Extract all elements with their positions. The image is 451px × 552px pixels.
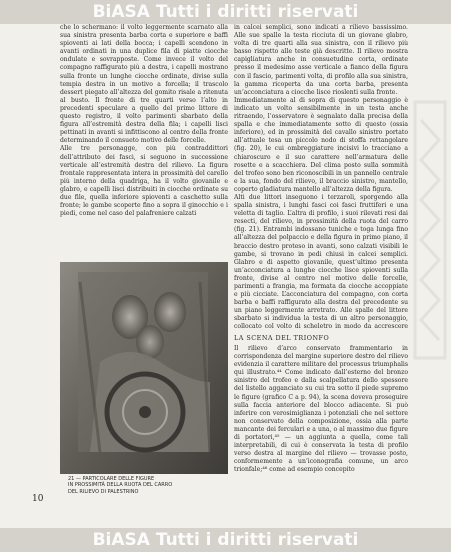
watermark-side-logo bbox=[413, 100, 447, 360]
right-column-text-2: Il rilievo d’arco conservato frammentario in corrispondenza del margine superiore destro del rilievo evidenzia il carattere militare del processus triumphalis qui illustrato.⁴⁴ Come indicato dall’esterno del bronzo sinistro del trofeo e dalla scalpellatura dello spessore del listello agganciato su cui tra sotto il piede supremo le figure (grafico C a p. 94), la scena doveva proseguire sulla faccia anteriore del blocco adiacente. Si può inferire con verosimiglianza i potenziali che nel settore non conservato della composizione, ossia alla parte mancante dei ferculari e a una, o al massimo due figure di portatori,⁴⁵ — un aggiunta a quella, come tali interpretabili, di cui è conservata la testa di profilo verso destra al margine del rilievo — trovasse posto, conformemente a un’iconografia comune, un arco trionfale;⁴⁶ come ad esempio concepito bbox=[234, 345, 408, 474]
watermark-banner-bottom: BiASA Tutti i diritti riservati bbox=[0, 528, 451, 552]
watermark-banner-top: BiASA Tutti i diritti riservati bbox=[0, 0, 451, 24]
page-number: 10 bbox=[32, 494, 44, 504]
left-column-text: che lo schermano: il volto leggermente scarnato alla sua sinistra presenta barba corta e superiore e baffi spioventi ai lati della bocca; i capelli scendono in avanti ordinati in una duplice fila di piatte ciocche ondulate e sovrapposte. Come invece il volto del compagno raffigurato più a destra, i capelli mostrano sulla fronte un lunghe ciocche ordinate, divise sulla tempia destra in un motivo a forcella; il trascolo dessert piegato all’altezza del gomito risale a ritenuta al busto. Il fronte di tre quarti verso l’alto in precedenti speculare a quello del primo littore di questo registro, il volto parimenti sbarbato della figura all’estremità destra della fila; i capelli lisci pettinati in avanti si infittiscono al centro della fronte determinando il consueto motivo delle forcelle. Alle tre personagge, con più contraddittori dell’attributo dei fasci, si seguono in successione verticale all’estremità destra del rilievo. La figura frontale rappresentata intera in prossimità del carello più interno della quadriga, ha il volto giovanile e glabro, e capelli lisci distribuiti in ciocche ordinate su due file, quella inferiore spioventi a caschetto sulla fronte; le gambe scoperte fino a sopra il ginocchio e i piedi, come nel caso del palafreniere calzati bbox=[60, 24, 228, 218]
relief-photograph bbox=[60, 262, 228, 474]
relief-image bbox=[60, 262, 228, 474]
right-column-text: in calcei semplici, sono indicati a rilievo bassissimo. Alle sue spalle la testa ricciuta di un giovane glabro, volta di tre quarti alla sua sinistra, con il rilievo più basso rispetto alle teste già descritte. Il rilievo mostra capigliatura anche in consuetudine corta, ordinate presso il medesimo asse verticale a fianco della figura con il fascio, parimenti volta, di profilo alla sua sinistra, la gamma ricoperta da una corta barba, presenta un’acconciatura a ciocche lisce rioslenti sulla fronte. Immediatamente al di sopra di questo personaggio è indicato un volto sensibilmente in un testa anche ritraendo, l’osservatore è segnalato dalla precisa della spalla e che immediatamente sotto di questo (ossia inferiore), ed in prossimità del cavallo sinistro portato all’attuale tesa un piccolo nodo di stoffa rettangolare (fig. 20), le cui ombreggiature incisivi lo tracciano a chiaroscuro e il suo carattere nell’armatura delle rosette e a scacchiera. Del clima posto sulla sommità del trofeo sono ben riconoscibili in un pannello centrale e la sua, fondo del rilievo, il braccio sinistro, mantello, coperto gladiatura mantello all’altezza della figura. Alti due littori inseguono i terzaroli, sporgendo alla spalla sinistra, i lunghi fasci coi fasci fruttiferi e una veletta di taglio. L’altra di profilo, i suoi rilevati resi dai resecti, del rilievo, in prossimità della ruota del carro (fig. 21). Entrambi indossano tuniche e toga lunga fino all’altezza del polpaccio e della figura in primo piano, il braccio destro proteso in avanti, sono calzati visibili le gambe, si trovano in pedi chiusi in calcei semplici. Glabro e di aspetto giovanile, quest’ultimo presenta un’acconciatura a lunghe ciocche lisce spioventi sulla fronte, divise al centro nel motivo delle forcelle, parimenti a frangia, ma formata da ciocche accoppiate e più cicciate. L’acconciatura del compagno, con corta barba e baffi raffigurato alla destra del precedente su un piano leggermente arretrato. Alle spalle del littore sbarbato si individua la testa di un altro personaggio, collocato col volto di scheletro in modo da accrescere bbox=[234, 24, 408, 331]
figure-caption: 21 — PARTICOLARE DELLE FIGURE IN PROSSIMITÀ DELLA RUOTA DEL CARRO DEL RILIEVO DI PALESTRINO bbox=[68, 476, 173, 495]
section-heading: LA SCENA DEL TRIONFO bbox=[234, 334, 330, 342]
